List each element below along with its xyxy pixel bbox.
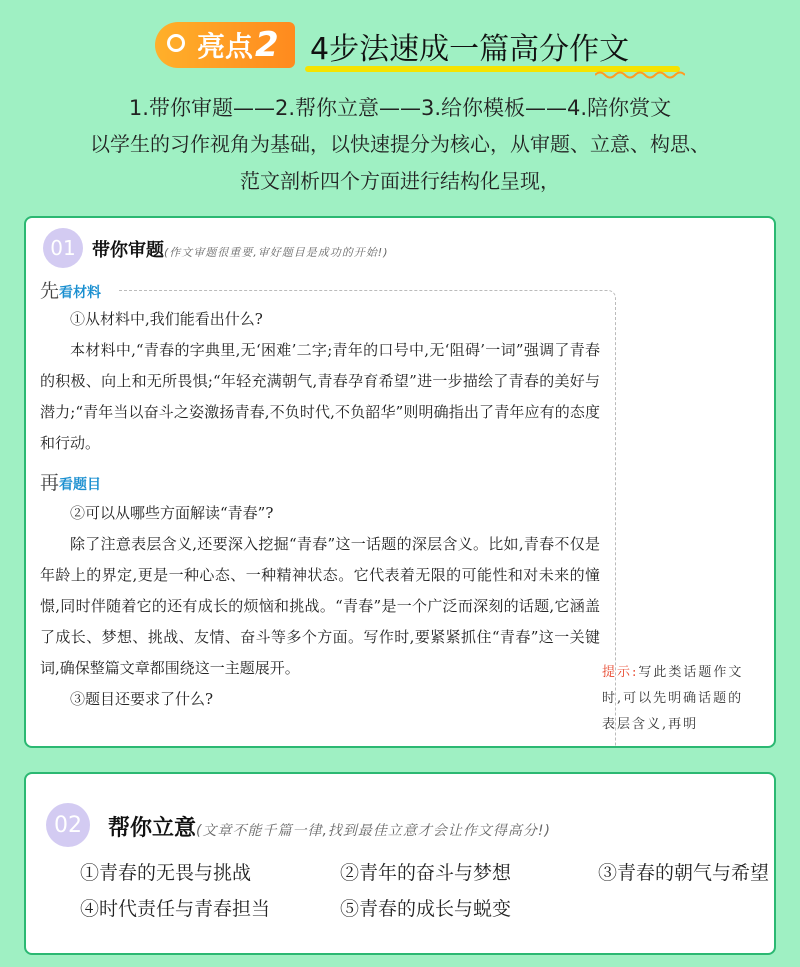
- intro-steps: 1.带你审题——2.帮你立意——3.给你模板——4.陪你赏文: [128, 96, 672, 120]
- wave-decoration-icon: [595, 70, 685, 80]
- theme-option: ⑤青春的成长与蜕变: [340, 898, 512, 920]
- theme-option: ③青春的朝气与希望: [598, 862, 770, 884]
- theme-option: ①青春的无畏与挑战: [80, 862, 252, 884]
- theme-option: ④时代责任与青春担当: [80, 898, 271, 920]
- pill-number: 2: [255, 25, 279, 65]
- section-title-text: 帮你立意: [108, 816, 197, 841]
- first-label-text: 看材料: [59, 285, 102, 301]
- first-label: [40, 276, 101, 303]
- tip-note: [602, 660, 754, 738]
- topic-analysis: [40, 498, 600, 715]
- section-title-1: [92, 236, 389, 262]
- intro-line-1: 以学生的习作视角为基础，以快速提分为核心，从审题、立意、构思、: [90, 132, 710, 156]
- theme-option: ②青年的奋斗与梦想: [340, 862, 512, 884]
- second-label: [40, 468, 101, 495]
- section-title-2: [108, 811, 551, 842]
- section-badge-01: 01: [43, 228, 83, 268]
- section-subtitle: (作文审题很重要,审好题目是成功的开始!): [164, 246, 389, 259]
- tip-label: 提示:: [602, 665, 639, 680]
- second-label-text: 看题目: [59, 477, 102, 493]
- section-subtitle: (文章不能千篇一律,找到最佳立意才会让作文得高分!): [196, 823, 552, 839]
- question-3: ③题目还要求了什么?: [70, 690, 214, 708]
- question-2: ②可以从哪些方面解读“青春”?: [70, 504, 274, 522]
- second-big-char: 再: [40, 472, 60, 494]
- section-badge-02: 02: [46, 803, 90, 847]
- question-1: ①从材料中,我们能看出什么?: [70, 310, 263, 328]
- header-banner: [155, 22, 685, 77]
- theme-card: [24, 772, 776, 955]
- intro-line-2: 范文剖析四个方面进行结构化呈现，: [240, 169, 560, 193]
- pill-text: 亮点: [197, 30, 254, 63]
- paragraph-2: 除了注意表层含义,还要深入挖掘“青春”这一话题的深层含义。比如,青春不仅是年龄上的界定,更是一种心态、一种精神状态。它代表着无限的可能性和对未来的憧憬,同时伴随着它的还有成长的烦恼和挑战。“青春”是一个广泛而深刻的话题,它涵盖了成长、梦想、挑战、友情、奋斗等多个方面。写作时,要紧紧抓住“青春”这一关键词,确保整篇文章都围绕这一主题展开。: [40, 535, 600, 677]
- review-question-card: [24, 216, 776, 748]
- section-title-text: 带你审题: [92, 240, 164, 261]
- bullet-icon: [167, 34, 185, 52]
- tip-text: 写此类话题作文时,可以先明确话题的表层含义,再明: [602, 665, 744, 732]
- highlight-pill: [155, 22, 295, 68]
- first-big-char: 先: [40, 280, 60, 302]
- banner-title: 4步法速成一篇高分作文: [310, 32, 630, 67]
- paragraph-1: 本材料中,“青春的字典里,无‘困难’二字;青年的口号中,无‘阻碍’一词”强调了青春的积极、向上和无所畏惧;“年轻充满朝气,青春孕育希望”进一步描绘了青春的美好与潜力;“青年当以奋斗之姿激扬青春,不负时代,不负韶华”则明确指出了青年应有的态度和行动。: [40, 341, 600, 452]
- material-analysis: [40, 304, 600, 459]
